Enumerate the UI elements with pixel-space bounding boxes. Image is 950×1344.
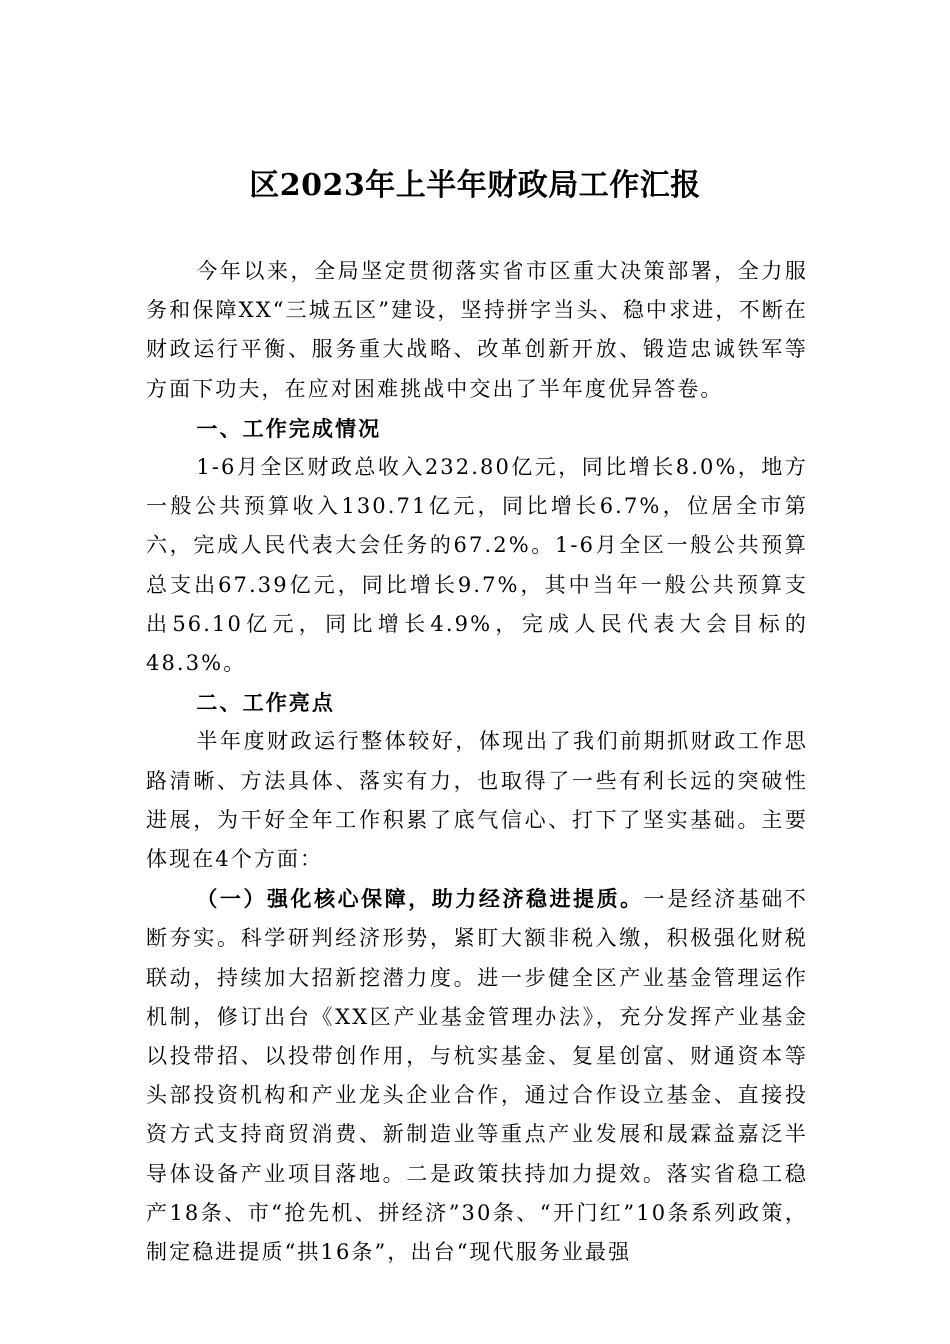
- document-title: 区2023年上半年财政局工作汇报: [249, 168, 701, 203]
- document-body: [146, 252, 808, 1272]
- subsection-1-paragraph: [146, 879, 808, 1272]
- highlights-paragraph: 半年度财政运行整体较好，体现出了我们前期抓财政工作思路清晰、方法具体、落实有力，也取得了一些有利长远的突破性进展，为干好全年工作积累了底气信心、打下了坚实基础。主要体现在4个方面：: [146, 729, 808, 872]
- section-heading-2: 二、工作亮点: [196, 690, 335, 716]
- subsection-1-lead: （一）强化核心保障，助力经济稳进提质。: [196, 886, 644, 912]
- intro-paragraph: 今年以来，全局坚定贯彻落实省市区重大决策部署，全力服务和保障XX“三城五区”建设，坚持拼字当头、稳中求进，不断在财政运行平衡、服务重大战略、改革创新开放、锻造忠诚铁军等方面下功夫，在应对困难挑战中交出了半年度优异答卷。: [146, 259, 808, 401]
- section-heading-1: 一、工作完成情况: [196, 415, 382, 441]
- subsection-1-body: 一是经济基础不断夯实。科学研判经济形势，紧盯大额非税入缴，积极强化财税联动，持续加大招新挖潜力度。进一步健全区产业基金管理运作机制，修订出台《XX区产业基金管理办法》，充分发挥产业基金以投带招、以投带创作用，与杭实基金、复星创富、财通资本等头部投资机构和产业龙头企业合作，通过合作设立基金、直接投资方式支持商贸消费、新制造业等重点产业发展和晟霖益嘉泛半导体设备产业项目落地。二是政策扶持加力提效。落实省稳工稳产18条、市“抢先机、拼经济”30条、“开门红”10条系列政策，制定稳进提质“拱16条”，出台“现代服务业最强: [146, 887, 808, 1265]
- completion-paragraph: 1-6月全区财政总收入232.80亿元，同比增长8.0%，地方一般公共预算收入130.71亿元，同比增长6.7%，位居全市第六，完成人民代表大会任务的67.2%。1-6月全区一般公共预算总支出67.39亿元，同比增长9.7%，其中当年一般公共预算支出56.10亿元，同比增长4.9%，完成人民代表大会目标的48.3%。: [146, 455, 808, 676]
